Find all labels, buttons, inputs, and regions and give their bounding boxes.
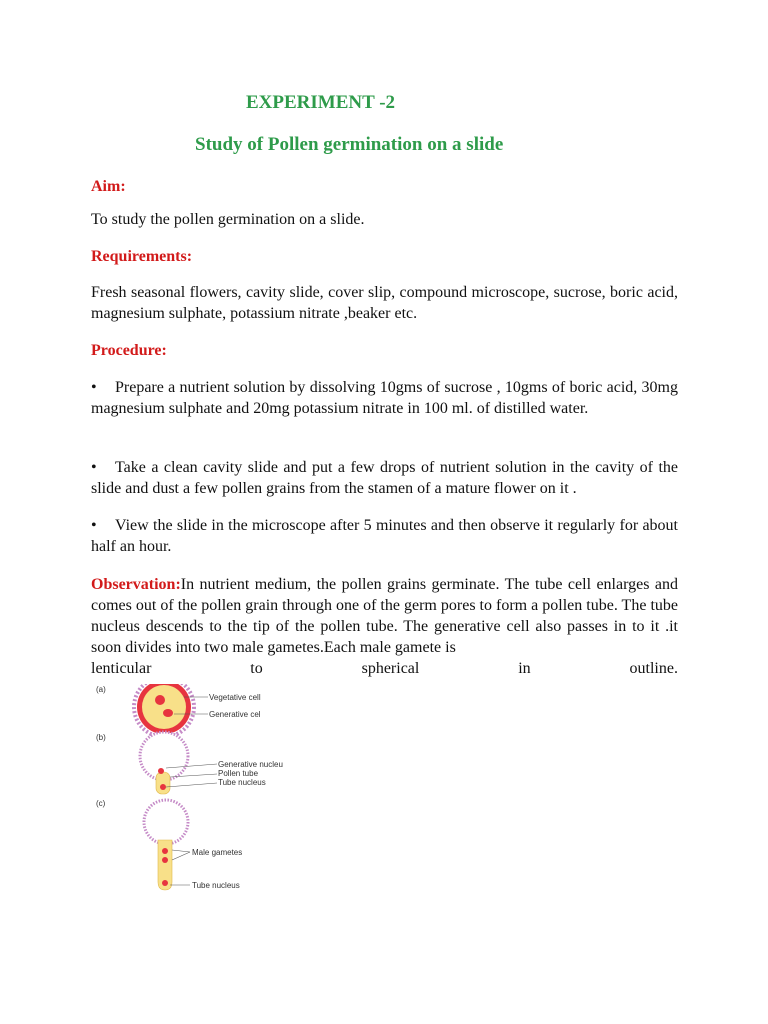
pollen-grain-b [140, 732, 188, 794]
observation-word: spherical [361, 660, 420, 677]
procedure-step [91, 457, 678, 499]
bullet-icon: • [91, 459, 97, 476]
procedure-step [91, 515, 678, 557]
label-vegetative-cell: Vegetative cell [209, 693, 261, 702]
procedure-step [91, 377, 678, 419]
requirements-heading: Requirements: [91, 248, 193, 265]
observation-word: in [518, 660, 531, 677]
observation-word: lenticular [91, 660, 152, 677]
label-generative-nucleus: Generative nucleu [218, 760, 283, 769]
pollen-grain-c [144, 800, 188, 890]
observation-word: to [250, 660, 263, 677]
label-tube-nucleus-c: Tube nucleus [192, 881, 240, 890]
observation-heading: Observation: [91, 576, 181, 593]
pollen-grain-a [134, 684, 194, 737]
observation-last-line [91, 658, 678, 679]
observation-paragraph [91, 574, 678, 679]
label-pollen-tube: Pollen tube [218, 769, 259, 778]
step-text: View the slide in the microscope after 5 minutes and then observe it regularly for about half an hour. [91, 517, 678, 555]
step-text: Prepare a nutrient solution by dissolving 10gms of sucrose , 10gms of boric acid, 30mg magnesium sulphate and 20mg potassium nitrate in 100 ml. of distilled water. [91, 379, 678, 417]
observation-word: outline. [629, 660, 678, 677]
pollen-germination-figure [92, 684, 292, 896]
aim-text: To study the pollen germination on a slide. [91, 211, 365, 228]
panel-b-label: (b) [96, 733, 106, 742]
panel-c-label: (c) [96, 799, 106, 808]
label-generative-cell: Generative cel [209, 710, 261, 719]
bullet-icon: • [91, 379, 97, 396]
panel-a-label: (a) [96, 685, 106, 694]
label-tube-nucleus-b: Tube nucleus [218, 778, 266, 787]
bullet-icon: • [91, 517, 97, 534]
label-male-gametes: Male gametes [192, 848, 243, 857]
experiment-subtitle: Study of Pollen germination on a slide [195, 134, 504, 155]
pollen-diagram [92, 684, 292, 896]
requirements-text: Fresh seasonal flowers, cavity slide, cover slip, compound microscope, sucrose, boric acid, magnesium sulphate, potassium nitrate ,beaker etc. [91, 284, 678, 322]
aim-heading: Aim: [91, 178, 126, 195]
step-text: Take a clean cavity slide and put a few drops of nutrient solution in the cavity of the slide and dust a few pollen grains from the stamen of a mature flower on it . [91, 459, 678, 497]
procedure-heading: Procedure: [91, 342, 167, 359]
observation-text: In nutrient medium, the pollen grains germinate. The tube cell enlarges and comes out of the pollen grain through one of the germ pores to form a pollen tube. The tube nucleus descends to the tip of the pollen tube. The generative cell also passes in to it .it soon divides into two male gametes.Each male gamete is [91, 576, 678, 656]
experiment-title: EXPERIMENT -2 [246, 92, 396, 113]
